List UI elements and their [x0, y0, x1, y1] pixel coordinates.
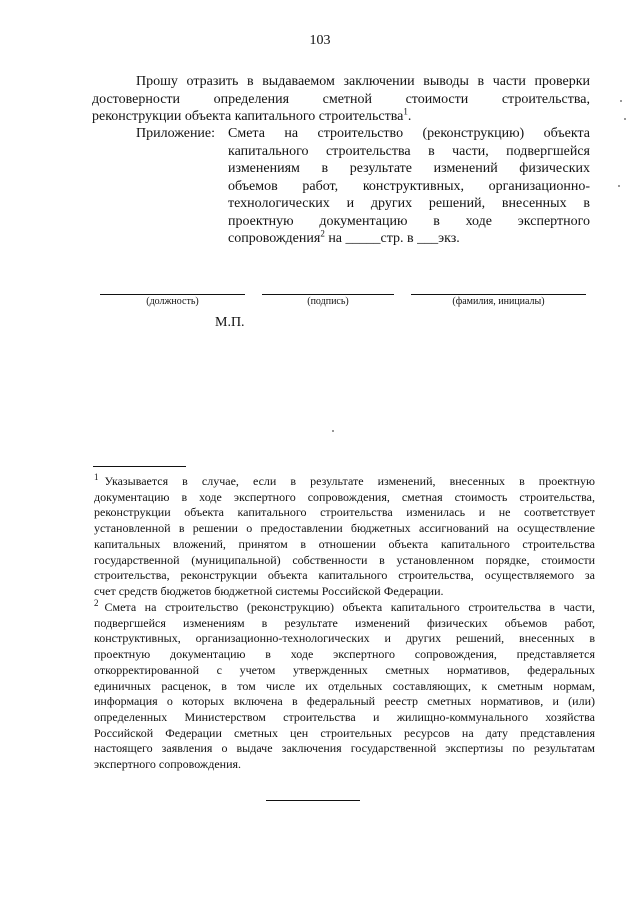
scan-speck	[620, 100, 622, 102]
footnote-number: 2	[94, 598, 99, 608]
attachment-line: Смета на строительство (реконструкцию) объекта	[228, 126, 590, 141]
footnote-line: определенных Министерством строительства и жилищно-коммунального хозяйства	[94, 709, 595, 724]
scan-speck	[618, 185, 620, 187]
footnote-line: настоящего заявления о выдаче заключения государственной экспертизы по результатам	[94, 741, 595, 756]
end-rule	[266, 800, 360, 801]
footnote-line: информация о которых включена в федеральный реестр сметных нормативов, и (или)	[94, 694, 595, 709]
attachment-label: Приложение:	[136, 126, 216, 141]
attachment-line-last	[228, 230, 590, 248]
request-line-last	[92, 108, 590, 126]
footnote-line: Российской Федерации сметных цен строительных ресурсов на дату представления	[94, 725, 595, 740]
page-number: 103	[309, 33, 331, 48]
signature-line	[262, 294, 394, 295]
footnote-ref-1: 1	[403, 106, 408, 117]
attachment-line: капитального строительства в части, подвергшейся	[228, 143, 590, 159]
attachment-line: технологических и других решений, внесенных в	[228, 196, 590, 211]
footnote-line: проектную документацию в ходе экспертного сопровождения, представляется	[94, 647, 595, 662]
request-paragraph	[92, 73, 590, 126]
footnote-line: капитальных вложений, принятом в отношении объекта капитального строительства	[94, 536, 595, 551]
footnote-line-text: Указывается в случае, если в результате изменений, внесенных в проектную	[104, 474, 595, 488]
footnote-number: 1	[94, 472, 99, 482]
footnote-line: конструктивных, организационно-технологических и других решений, внесенных в	[94, 631, 595, 646]
request-line-end: .	[407, 109, 412, 124]
footnote-2	[94, 600, 595, 773]
footnote-line	[94, 600, 595, 616]
request-line: Прошу отразить в выдаваемом заключении выводы в части проверки	[136, 74, 590, 89]
footnote-line: единичных расценок, в том числе их отдельных составляющих, к сметным нормам,	[94, 678, 595, 693]
attachment-last-text: сопровождения	[228, 231, 321, 246]
footnote-line: реконструкции объекта капитального строительства изменилась и не соответствует	[94, 505, 595, 520]
footnote-line: государственной (муниципальной) собственности в установленном порядке, стоимости	[94, 552, 595, 567]
footnote-line: установленной в решении о предоставлении бюджетных ассигнований на осуществление	[94, 521, 595, 536]
footnote-line: счет средств бюджетов бюджетной системы Российской Федерации.	[94, 583, 444, 598]
name-line	[411, 294, 586, 295]
attachment-text	[228, 125, 590, 248]
footnote-line: экспертного сопровождения.	[94, 757, 242, 772]
attachment-last-end: на _____стр. в ___экз.	[324, 231, 460, 246]
attachment-line: проектную документацию в ходе экспертного	[228, 213, 590, 229]
position-line	[100, 294, 245, 295]
request-line: достоверности определения сметной стоимости строительства,	[92, 91, 590, 107]
name-caption: (фамилия, инициалы)	[452, 296, 545, 307]
footnote-line: откорректированной с учетом утвержденных сметных нормативов, федеральных	[94, 662, 595, 677]
footnote-line-text: Смета на строительство (реконструкцию) объекта капитального строительства в части,	[104, 600, 595, 614]
request-line-text: реконструкции объекта капитального строительства	[92, 109, 404, 124]
signature-caption: (подпись)	[307, 296, 349, 307]
footnote-line: документацию в ходе экспертного сопровождения, сметная стоимость строительства,	[94, 489, 595, 504]
footnote-line	[94, 474, 595, 490]
attachment-line: объемов работ, конструктивных, организационно-	[228, 178, 590, 194]
scan-speck	[332, 430, 334, 432]
footnote-line: строительства, реконструкции объекта капитального строительства, осуществляемого за	[94, 568, 595, 583]
position-caption: (должность)	[146, 296, 199, 307]
scan-speck	[624, 118, 626, 120]
footnote-line: подвергшейся изменениям в результате изменений физических объемов работ,	[94, 615, 595, 630]
stamp-place: М.П.	[215, 315, 245, 330]
attachment-line: изменениям в результате изменений физических	[228, 161, 590, 176]
footnote-ref-2: 2	[320, 228, 325, 239]
footnote-1	[94, 474, 595, 600]
footnote-separator	[93, 466, 186, 467]
